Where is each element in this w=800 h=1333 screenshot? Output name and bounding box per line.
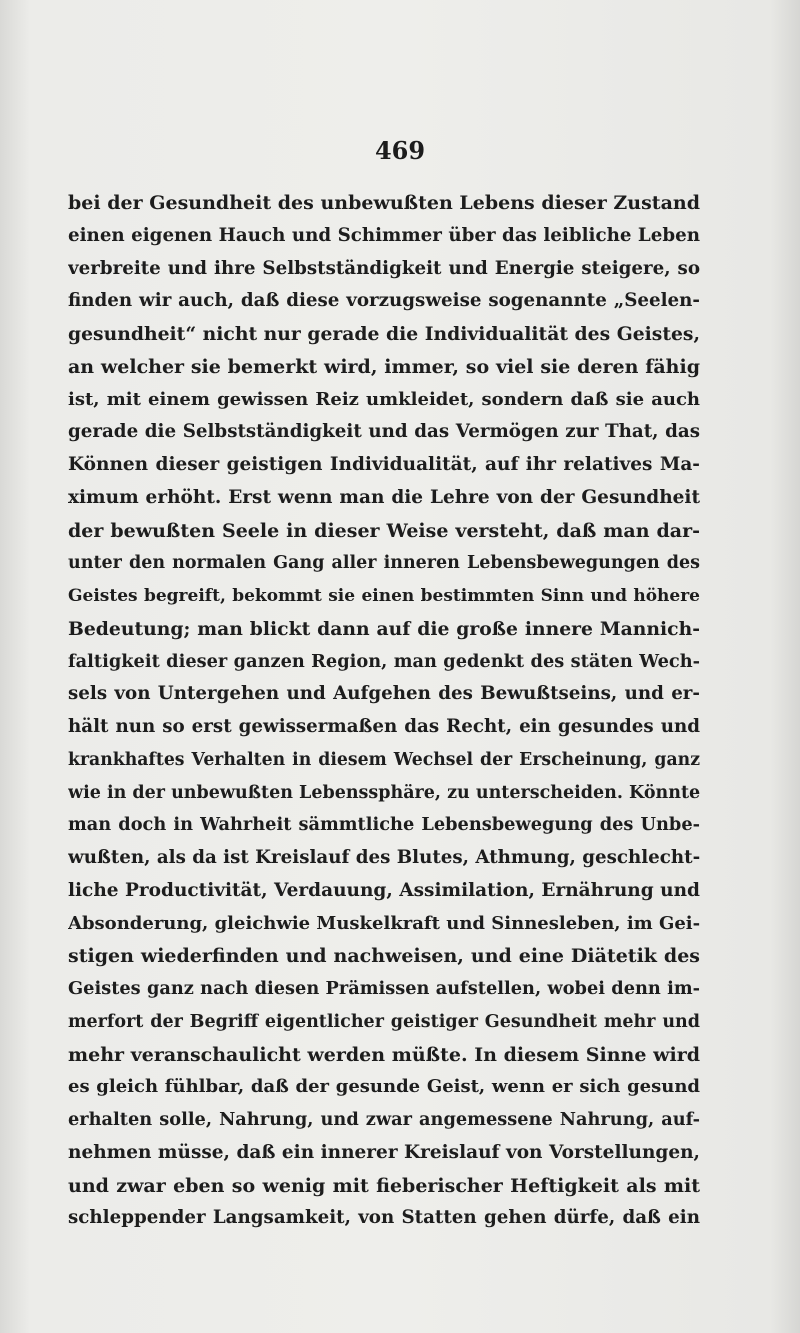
text-line: nehmen müsse, daß ein innerer Kreislauf von Vorstellungen, [68,1141,700,1163]
text-line: mehr veranschaulicht werden müßte. In diesem Sinne wird [68,1043,700,1066]
text-line: wußten, als da ist Kreislauf des Blutes, Athmung, geschlecht- [68,847,700,868]
body-text [68,187,700,1235]
text-line: gerade die Selbstständigkeit und das Vermögen zur That, das [68,421,700,443]
text-line: schleppender Langsamkeit, von Statten gehen dürfe, daß ein [68,1207,700,1229]
text-line: man doch in Wahrheit sämmtliche Lebensbewegung des Unbe- [68,814,700,836]
text-line: liche Productivität, Verdauung, Assimilation, Ernährung und [68,879,700,901]
text-line: Geistes begreift, bekommt sie einen bestimmten Sinn und höhere [68,586,700,606]
text-line: es gleich fühlbar, daß der gesunde Geist, wenn er sich gesund [68,1076,700,1098]
text-line: stigen wiederfinden und nachweisen, und eine Diätetik des [68,945,700,968]
text-line: ximum erhöht. Erst wenn man die Lehre von der Gesundheit [68,486,700,508]
text-line: wie in der unbewußten Lebenssphäre, zu unterscheiden. Könnte [68,782,700,803]
text-line: merfort der Begriff eigentlicher geistiger Gesundheit mehr und [68,1011,700,1032]
text-line: einen eigenen Hauch und Schimmer über das leibliche Leben [68,224,700,246]
text-line: finden wir auch, daß diese vorzugsweise sogenannte „Seelen- [68,290,700,312]
text-line: faltigkeit dieser ganzen Region, man gedenkt des stäten Wech- [68,650,700,672]
text-line: Absonderung, gleichwie Muskelkraft und Sinnesleben, im Gei- [68,912,700,934]
text-line: verbreite und ihre Selbstständigkeit und Energie steigere, so [68,257,700,279]
text-line: Geistes ganz nach diesen Prämissen aufstellen, wobei denn im- [68,978,700,999]
text-line: an welcher sie bemerkt wird, immer, so viel sie deren fähig [68,355,700,378]
text-line: Bedeutung; man blickt dann auf die große innere Mannich- [68,617,700,640]
text-line: hält nun so erst gewissermaßen das Recht, ein gesundes und [68,716,700,737]
text-line: ist, mit einem gewissen Reiz umkleidet, sondern daß sie auch [68,388,700,410]
text-line: krankhaftes Verhalten in diesem Wechsel der Erscheinung, ganz [68,749,700,770]
text-line: sels von Untergehen und Aufgehen des Bewußtseins, und er- [68,683,700,705]
text-line: Können dieser geistigen Individualität, auf ihr relatives Ma- [68,454,700,475]
text-line: und zwar eben so wenig mit fieberischer Heftigkeit als mit [68,1174,700,1197]
text-line: der bewußten Seele in dieser Weise versteht, daß man dar- [68,519,700,542]
page-number: 469 [374,136,426,165]
text-line: unter den normalen Gang aller inneren Lebensbewegungen des [68,553,700,574]
text-line: erhalten solle, Nahrung, und zwar angemessene Nahrung, auf- [68,1109,700,1130]
text-line: gesundheit“ nicht nur gerade die Individualität des Geistes, [68,323,700,345]
text-line: bei der Gesundheit des unbewußten Lebens dieser Zustand [68,192,700,214]
